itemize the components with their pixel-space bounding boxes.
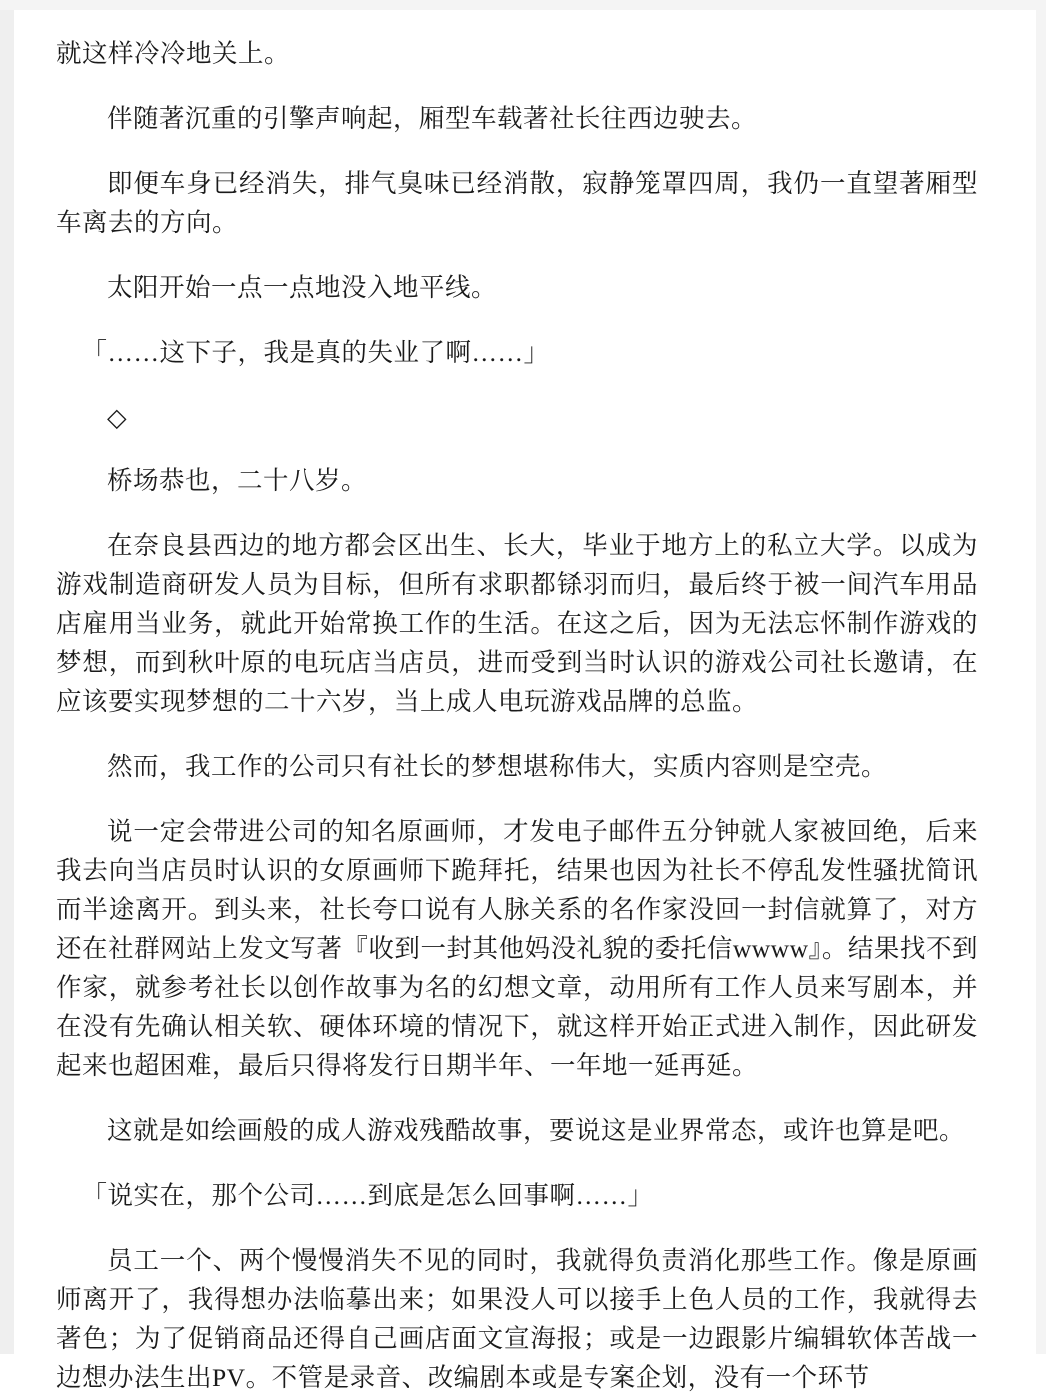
paragraph: 伴随著沉重的引擎声响起，厢型车载著社长往西边驶去。	[107, 104, 758, 133]
paragraph: 这就是如绘画般的成人游戏残酷故事，要说这是业界常态，或许也算是吧。	[107, 1116, 966, 1145]
paragraph: 在奈良县西边的地方都会区出生、长大，毕业于地方上的私立大学。以成为游戏制造商研发人员为目标，但所有求职都铩羽而归，最后终于被一间汽车用品店雇用当业务，就此开始常换工作的生活。在这之后，因为无法忘怀制作游戏的梦想，而到秋叶原的电玩店当店员，进而受到当时认识的游戏公司社长邀请，在应该要实现梦想的二十六岁，当上成人电玩游戏品牌的总监。	[56, 531, 978, 716]
section-divider: ◇	[107, 403, 127, 432]
page-top-margin	[0, 0, 1046, 10]
paragraph: 就这样冷冷地关上。	[56, 39, 291, 68]
page-text-body	[56, 34, 978, 1397]
paragraph: 即便车身已经消失，排气臭味已经消散，寂静笼罩四周，我仍一直望著厢型车离去的方向。	[56, 169, 978, 237]
page-right-margin	[1036, 0, 1046, 1354]
page-left-margin	[0, 0, 14, 1354]
paragraph: 员工一个、两个慢慢消失不见的同时，我就得负责消化那些工作。像是原画师离开了，我得想办法临摹出来；如果没人可以接手上色人员的工作，我就得去著色；为了促销商品还得自己画店面文宣海报；或是一边跟影片编辑软体苦战一边想办法生出PV。不管是录音、改编剧本或是专案企划，没有一个环节	[56, 1246, 978, 1392]
paragraph: 然而，我工作的公司只有社长的梦想堪称伟大，实质内容则是空壳。	[107, 752, 888, 781]
paragraph-dialogue: 「说实在，那个公司……到底是怎么回事啊……」	[81, 1181, 654, 1210]
paragraph: 说一定会带进公司的知名原画师，才发电子邮件五分钟就人家被回绝，后来我去向当店员时认识的女原画师下跪拜托，结果也因为社长不停乱发性骚扰简讯而半途离开。到头来，社长夸口说有人脉关系的名作家没回一封信就算了，对方还在社群网站上发文写著『收到一封其他妈没礼貌的委托信wwww』。结果找不到作家，就参考社长以创作故事为名的幻想文章，动用所有工作人员来写剧本，并在没有先确认相关软、硬体环境的情况下，就这样开始正式进入制作，因此研发起来也超困难，最后只得将发行日期半年、一年地一延再延。	[56, 817, 978, 1080]
paragraph: 太阳开始一点一点地没入地平线。	[107, 273, 498, 302]
paragraph-dialogue: 「……这下子，我是真的失业了啊……」	[81, 338, 550, 367]
paragraph: 桥场恭也，二十八岁。	[107, 466, 368, 495]
